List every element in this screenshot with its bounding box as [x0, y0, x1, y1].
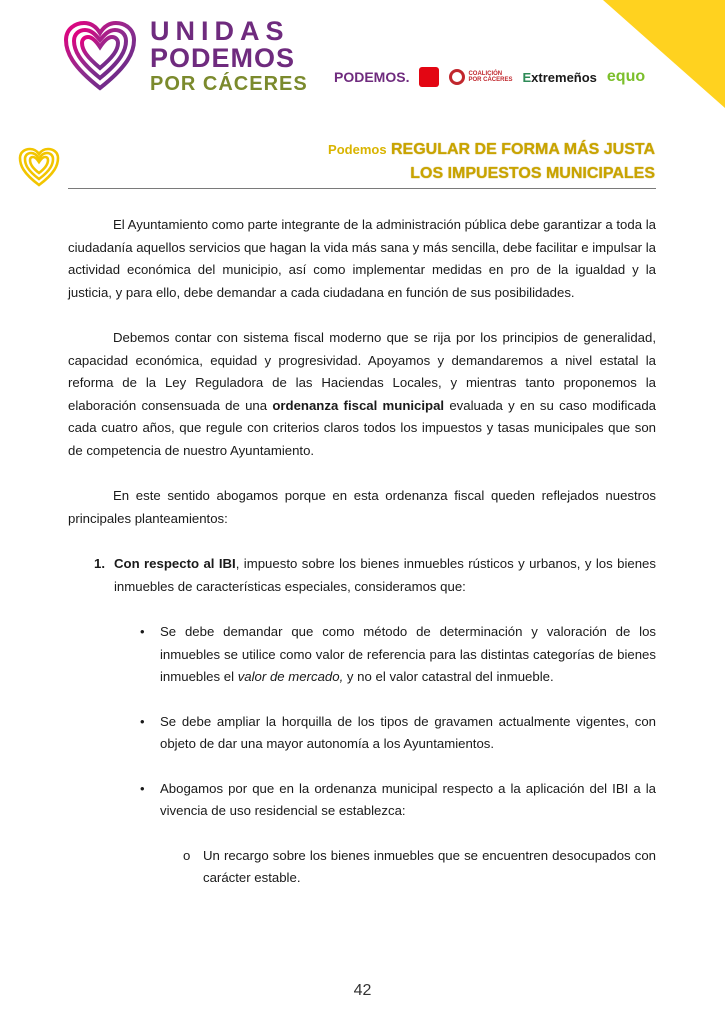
- coalicion-bottom-text: POR CÁCERES: [468, 77, 513, 83]
- coalicion-top-text: COALICIÓN: [468, 71, 503, 77]
- page-number: 42: [353, 982, 372, 999]
- title-line-2: LOS IMPUESTOS MUNICIPALES: [410, 165, 655, 182]
- sub-bullet-icon: o: [183, 847, 191, 863]
- brand-line-caceres: POR CÁCERES: [150, 73, 308, 95]
- corner-decoration: [603, 0, 725, 108]
- bullet-1-italic: valor de mercado,: [237, 669, 344, 684]
- sub-bullet-item-1: [68, 845, 656, 890]
- section-title: [328, 138, 655, 186]
- bullet-2-text: Se debe ampliar la horquilla de los tipos de gravamen actualmente vigentes, con objeto de dar una mayor autonomía a los Ayuntamientos.: [160, 713, 656, 751]
- bullet-1-text-b: y no el valor catastral del inmueble.: [343, 669, 554, 684]
- bullet-icon: •: [140, 624, 145, 639]
- bullet-item-3: [68, 778, 656, 823]
- coalicion-circle-icon: [449, 69, 465, 85]
- paragraph-2-text-b: evaluada y en su caso modificada cada cuatro años, que regule con criterios claros todos los impuestos y tasas municipales que son de competencia de nuestro Ayuntamiento.: [68, 397, 656, 458]
- bullet-item-2: [68, 711, 656, 756]
- bullet-1-text-a: Se debe demandar que como método de determinación y valoración de los inmuebles se utilice como valor de referencia para las distintas categorías de bienes inmuebles el: [160, 624, 656, 684]
- bullet-3-text: Abogamos por que en la ordenanza municipal respecto a la aplicación del IBI a la vivencia de uso residencial se establezca:: [160, 780, 656, 818]
- partner-logos: [334, 64, 645, 90]
- extremenos-text: xtremeños: [531, 69, 597, 85]
- bullet-icon: •: [140, 713, 145, 729]
- podemos-logo: PODEMOS.: [334, 69, 410, 85]
- paragraph-1: El Ayuntamiento como parte integrante de la administración pública debe garantizar a toda la ciudadanía aquellos servicios que hagan la vida más sana y más sencilla, debe facilitar e impulsar la actividad económica del municipio, así como implementar medidas en pro de la igualdad y la justicia, y para ello, debe demandar a cada ciudadana en función de sus posibilidades.: [68, 217, 656, 300]
- title-divider: [68, 188, 656, 189]
- iu-logo-icon: [419, 67, 439, 87]
- extremenos-initial: E: [522, 69, 532, 85]
- numbered-item-1: [68, 553, 656, 598]
- item-1-bold: Con respecto al IBI: [114, 556, 236, 571]
- title-prefix: Podemos: [328, 142, 387, 157]
- item-1-text: , impuesto sobre los bienes inmuebles rústicos y urbanos, y los bienes inmuebles de características especiales, consideramos que:: [114, 556, 656, 594]
- bullet-item-1: [68, 621, 656, 689]
- heart-logo-icon: [62, 20, 138, 92]
- bullet-icon: •: [140, 780, 145, 796]
- paragraph-2-bold: ordenanza fiscal municipal: [272, 397, 445, 413]
- paragraph-3: En este sentido abogamos porque en esta ordenanza fiscal queden reflejados nuestros principales planteamientos:: [68, 488, 656, 526]
- extremenos-logo: [522, 70, 596, 85]
- brand-wordmark: [150, 18, 308, 94]
- document-body: [68, 214, 656, 890]
- title-line-1: REGULAR DE FORMA MÁS JUSTA: [391, 141, 655, 158]
- item-number: 1.: [94, 556, 105, 571]
- brand-line-podemos: PODEMOS: [150, 43, 296, 73]
- equo-logo: equo: [606, 68, 646, 85]
- sub-bullet-1-text: Un recargo sobre los bienes inmuebles que se encuentren desocupados con carácter estable.: [203, 847, 656, 885]
- brand-line-unidas: UNIDAS: [150, 16, 290, 46]
- side-heart-icon: [17, 146, 61, 188]
- coalicion-logo: [449, 69, 512, 85]
- paragraph-2: [68, 327, 656, 462]
- paragraph-2-text-a: Debemos contar con sistema fiscal moderno que se rija por los principios de generalidad, capacidad económica, equidad y progresividad. Apoyamos y demandaremos a nivel estatal la reforma de la Ley Reguladora de las Haciendas Locales, y mientras tanto proponemos la elaboración consensuada de una: [68, 330, 656, 413]
